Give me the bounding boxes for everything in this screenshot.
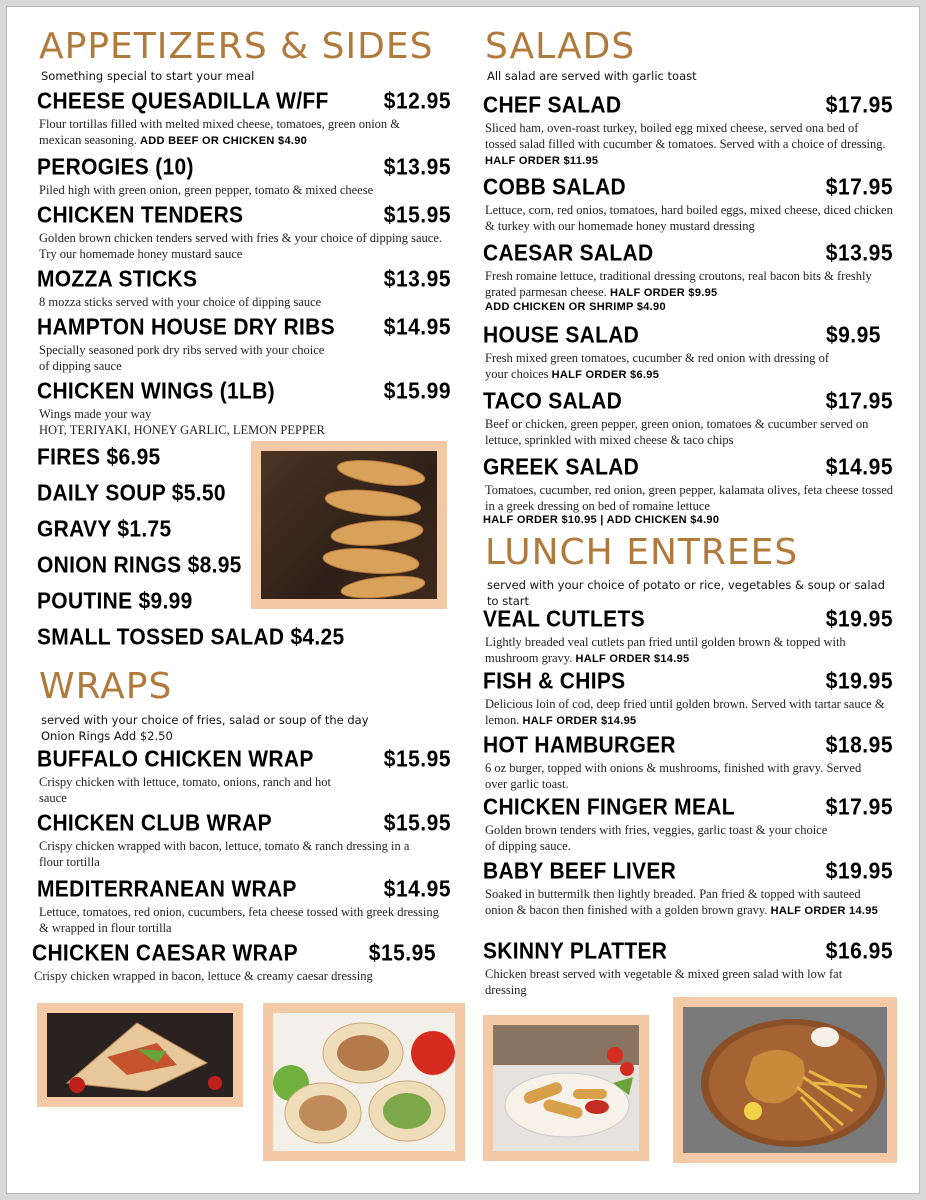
item-half-order: HALF ORDER $14.95 <box>522 715 637 727</box>
menu-item <box>37 810 467 870</box>
item-name: CHICKEN CLUB WRAP <box>37 810 272 836</box>
item-description: Crispy chicken wrapped with bacon, lettuce, tomato & ranch dressing in a flour tortilla <box>39 839 410 869</box>
item-description: 8 mozza sticks served with your choice of dipping sauce <box>39 295 322 309</box>
item-price: $17.95 <box>825 388 893 414</box>
item-half-order: HALF ORDER $9.95 <box>609 287 718 299</box>
item-addon: ADD CHICKEN OR SHRIMP $4.90 <box>485 301 666 313</box>
item-description: Tomatoes, cucumber, red onion, green pepper, kalamata olives, feta cheese tossed in a greek dressing on bed of romaine lettuce <box>485 483 894 513</box>
item-addon: HALF ORDER $10.95 | ADD CHICKEN $4.90 <box>483 514 720 526</box>
item-description: Fresh romaine lettuce, traditional dressing croutons, real bacon bits & freshly grated parmesan cheese. <box>485 269 872 299</box>
salads-subtitle: All salad are served with garlic toast <box>487 69 697 83</box>
menu-item <box>483 794 903 854</box>
menu-item <box>483 668 903 729</box>
menu-item <box>37 876 467 936</box>
item-description: Sliced ham, oven-roast turkey, boiled egg mixed cheese, served ona bed of tossed salad filled with cucumber & tomatoes. Served with a choice of dressing. <box>485 121 886 151</box>
item-name: BUFFALO CHICKEN WRAP <box>37 746 314 772</box>
wraps-title: WRAPS <box>39 666 173 707</box>
item-description: Fresh mixed green tomatoes, cucumber & red onion with dressing of your choices <box>485 351 830 381</box>
item-name: VEAL CUTLETS <box>483 606 645 632</box>
item-name: MOZZA STICKS <box>37 266 198 292</box>
menu-item <box>37 314 467 374</box>
item-description: Lightly breaded veal cutlets pan fried until golden brown & topped with mushroom gravy. <box>485 635 846 665</box>
item-description: Piled high with green onion, green pepper, tomato & mixed cheese <box>39 183 374 197</box>
item-name: PEROGIES (10) <box>37 154 194 180</box>
item-half-order: HALF ORDER $14.95 <box>575 653 690 665</box>
item-name: GREEK SALAD <box>483 454 640 480</box>
item-description: Golden brown tenders with fries, veggies, garlic toast & your choice of dipping sauce. <box>485 823 828 853</box>
item-price: $17.95 <box>825 92 893 118</box>
item-name: CHEF SALAD <box>483 92 622 118</box>
item-name: COBB SALAD <box>483 174 626 200</box>
item-description: Chicken breast served with vegetable & mixed green salad with low fat dressing <box>485 967 843 997</box>
item-price: $15.95 <box>383 746 451 772</box>
menu-item <box>483 938 903 998</box>
item-description: Lettuce, corn, red onios, tomatoes, hard boiled eggs, mixed cheese, diced chicken & turkey with our homemade honey mustard dressing <box>485 203 893 233</box>
item-price: $13.95 <box>383 266 451 292</box>
item-price: $16.95 <box>825 938 893 964</box>
menu-item <box>483 174 903 234</box>
wraps-subtitle-addon: Onion Rings Add $2.50 <box>41 729 173 743</box>
item-description: Beef or chicken, green pepper, green onion, tomatoes & cucumber served on lettuce, sprinkled with mixed cheese & taco chips <box>485 417 869 447</box>
item-name: BABY BEEF LIVER <box>483 858 677 884</box>
item-half-order: HALF ORDER $6.95 <box>551 369 660 381</box>
menu-item <box>483 92 903 169</box>
item-price: $15.95 <box>383 810 451 836</box>
item-name: SKINNY PLATTER <box>483 938 668 964</box>
fish-and-chips-photo <box>673 997 897 1163</box>
item-price: $14.95 <box>383 876 451 902</box>
item-price: $19.95 <box>825 668 893 694</box>
item-addon: ADD BEEF OR CHICKEN $4.90 <box>140 135 308 147</box>
item-description: Specially seasoned pork dry ribs served with your choice of dipping sauce <box>39 343 325 373</box>
item-price: $15.99 <box>383 378 451 404</box>
menu-item <box>37 202 467 262</box>
menu-item <box>37 746 467 806</box>
item-price: $13.95 <box>383 154 451 180</box>
item-price: $14.95 <box>383 314 451 340</box>
item-name: CHICKEN CAESAR WRAP <box>32 940 298 966</box>
item-name: FISH & CHIPS <box>483 668 626 694</box>
lunch-subtitle: served with your choice of potato or rice, vegetables & soup or salad to start <box>487 578 885 608</box>
item-price: $17.95 <box>825 794 893 820</box>
item-price: $17.95 <box>825 174 893 200</box>
item-price: $14.95 <box>825 454 893 480</box>
item-description: Lettuce, tomatoes, red onion, cucumbers, feta cheese tossed with greek dressing & wrapped in flour tortilla <box>39 905 439 935</box>
item-price: $15.95 <box>383 202 451 228</box>
menu-item <box>483 322 903 383</box>
menu-item <box>37 266 467 310</box>
side-item: GRAVY $1.75 <box>37 516 172 542</box>
item-price: $19.95 <box>825 858 893 884</box>
menu-item <box>483 240 903 313</box>
appetizers-title: APPETIZERS & SIDES <box>39 26 434 67</box>
item-price: $15.95 <box>368 940 436 966</box>
menu-item <box>483 732 903 792</box>
item-description: Crispy chicken wrapped in bacon, lettuce & creamy caesar dressing <box>34 969 373 983</box>
item-name: CHICKEN TENDERS <box>37 202 244 228</box>
lunch-title: LUNCH ENTREES <box>485 532 799 573</box>
menu-item <box>483 858 903 919</box>
item-description: 6 oz burger, topped with onions & mushrooms, finished with gravy. Served over garlic toast. <box>485 761 862 791</box>
side-item: SMALL TOSSED SALAD $4.25 <box>37 624 345 650</box>
item-description: Wings made your way <box>39 407 152 421</box>
chicken-tenders-photo <box>251 441 447 609</box>
menu-item <box>37 88 467 149</box>
item-description: Soaked in buttermilk then lightly breaded. Pan fried & topped with sauteed onion & bacon then finished with a golden brown gravy. <box>485 887 861 917</box>
item-name: CAESAR SALAD <box>483 240 654 266</box>
item-name: CHEESE QUESADILLA W/FF <box>37 88 329 114</box>
salads-title: SALADS <box>485 26 636 67</box>
side-item: FIRES $6.95 <box>37 444 161 470</box>
item-price: $13.95 <box>825 240 893 266</box>
item-description: Flour tortillas filled with melted mixed cheese, tomatoes, green onion & mexican seasoning. <box>39 117 401 147</box>
menu-item <box>483 606 903 667</box>
wraps-subtitle: served with your choice of fries, salad or soup of the day <box>41 713 369 727</box>
item-name: TACO SALAD <box>483 388 623 414</box>
item-description: Delicious loin of cod, deep fried until golden brown. Served with tartar sauce & lemon. <box>485 697 885 727</box>
item-description-flavors: HOT, TERIYAKI, HONEY GARLIC, LEMON PEPPER <box>39 423 325 437</box>
item-description: Golden brown chicken tenders served with fries & your choice of dipping sauce. Try our homemade honey mustard sauce <box>39 231 443 261</box>
side-item: POUTINE $9.99 <box>37 588 193 614</box>
side-item: ONION RINGS $8.95 <box>37 552 242 578</box>
menu-item <box>483 454 903 526</box>
item-description: Crispy chicken with lettuce, tomato, onions, ranch and hot sauce <box>39 775 331 805</box>
wrap-photo-2 <box>263 1003 465 1161</box>
item-price: $12.95 <box>383 88 451 114</box>
menu-page <box>6 6 920 1194</box>
menu-item <box>32 940 462 984</box>
item-price: $18.95 <box>825 732 893 758</box>
menu-item <box>37 154 467 198</box>
item-name: HOT HAMBURGER <box>483 732 676 758</box>
appetizers-subtitle: Something special to start your meal <box>41 69 255 83</box>
menu-item <box>37 378 467 438</box>
chicken-fingers-photo <box>483 1015 649 1161</box>
item-half-order: HALF ORDER $11.95 <box>485 155 599 167</box>
item-price: $9.95 <box>825 322 881 348</box>
item-half-order: HALF ORDER 14.95 <box>770 905 879 917</box>
item-name: MEDITERRANEAN WRAP <box>37 876 297 902</box>
item-name: CHICKEN FINGER MEAL <box>483 794 735 820</box>
item-name: HOUSE SALAD <box>483 322 640 348</box>
item-name: CHICKEN WINGS (1LB) <box>37 378 275 404</box>
item-price: $19.95 <box>825 606 893 632</box>
item-name: HAMPTON HOUSE DRY RIBS <box>37 314 335 340</box>
menu-item <box>483 388 903 448</box>
side-item: DAILY SOUP $5.50 <box>37 480 226 506</box>
wrap-photo-1 <box>37 1003 243 1107</box>
